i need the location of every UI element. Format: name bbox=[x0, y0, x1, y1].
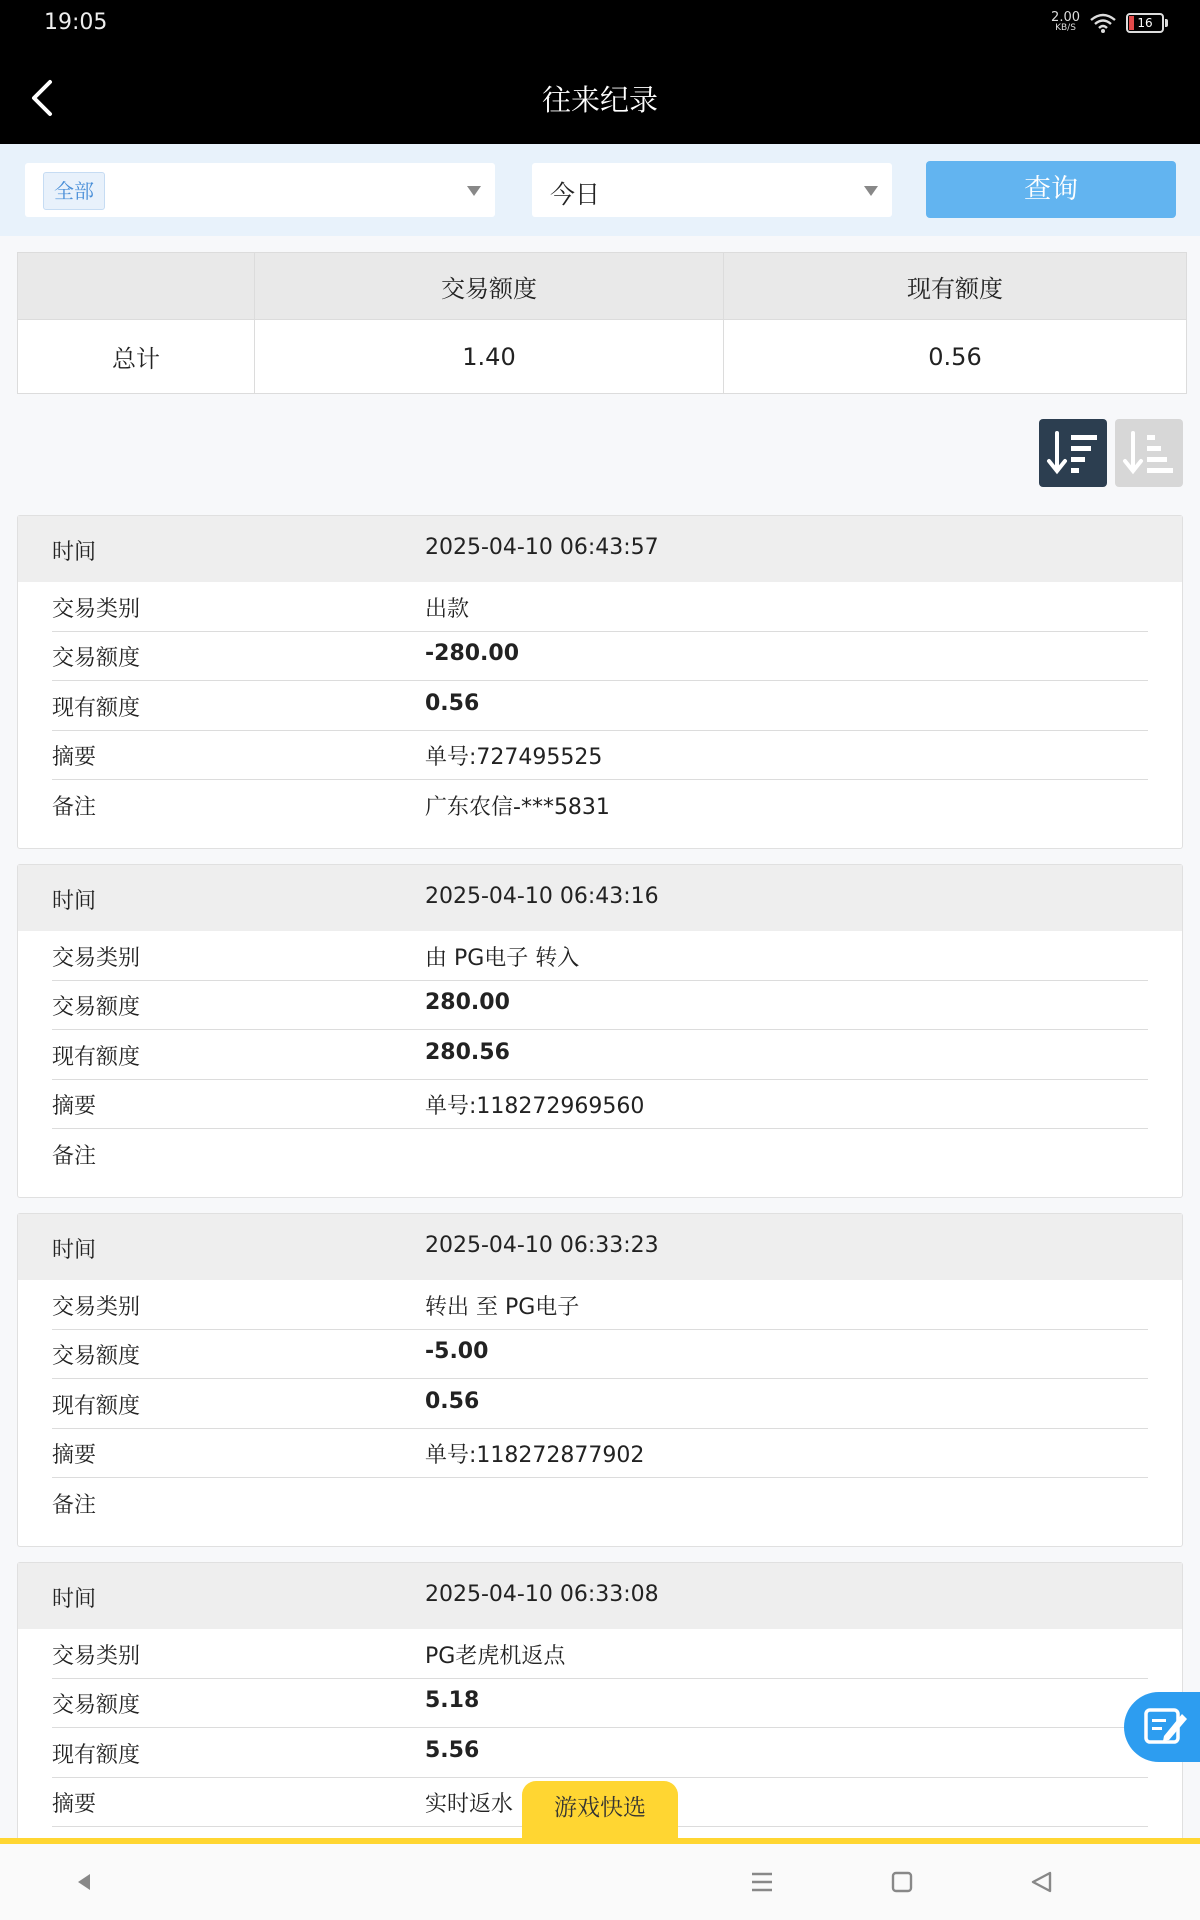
divider bbox=[254, 253, 255, 393]
triangle-outline-left-icon bbox=[1022, 1862, 1062, 1902]
summary-trade-total: 1.40 bbox=[462, 342, 516, 371]
divider bbox=[52, 779, 1148, 780]
record-type-label: 交易类别 bbox=[52, 1644, 141, 1669]
record-time-value: 2025-04-10 06:43:57 bbox=[425, 535, 659, 560]
wifi-icon bbox=[1090, 13, 1116, 33]
query-button[interactable]: 查询 bbox=[926, 161, 1176, 218]
record-type-label: 交易类别 bbox=[52, 946, 141, 971]
page-title: 往来纪录 bbox=[541, 83, 658, 117]
record-summary-value: 单号:118272877902 bbox=[425, 1443, 645, 1468]
divider bbox=[52, 1378, 1148, 1379]
record-card bbox=[17, 864, 1183, 1198]
net-speed: 2.00 KB/S bbox=[1051, 10, 1080, 33]
record-type-value: 由 PG电子 转入 bbox=[425, 946, 580, 971]
square-icon bbox=[882, 1862, 922, 1902]
record-type-value: 转出 至 PG电子 bbox=[425, 1295, 580, 1320]
divider bbox=[52, 1727, 1148, 1728]
divider bbox=[52, 1477, 1148, 1478]
record-amount-value: 5.18 bbox=[425, 1688, 480, 1713]
summary-col-trade: 交易额度 bbox=[441, 274, 537, 303]
record-amount-value: -280.00 bbox=[425, 641, 520, 666]
divider bbox=[52, 1128, 1148, 1129]
record-amount-value: -5.00 bbox=[425, 1339, 489, 1364]
record-type-value: 出款 bbox=[425, 597, 470, 622]
record-type-label: 交易类别 bbox=[52, 597, 141, 622]
category-select[interactable] bbox=[25, 163, 495, 217]
summary-balance-total: 0.56 bbox=[928, 342, 982, 371]
record-summary-label: 摘要 bbox=[52, 745, 97, 770]
record-note-value: 广东农信-***5831 bbox=[425, 795, 610, 820]
sort-asc-button[interactable] bbox=[1115, 419, 1183, 487]
record-balance-label: 现有额度 bbox=[52, 1743, 141, 1768]
record-amount-label: 交易额度 bbox=[52, 1344, 141, 1369]
nav-home-button[interactable] bbox=[882, 1862, 922, 1902]
divider bbox=[723, 253, 724, 393]
record-amount-label: 交易额度 bbox=[52, 1693, 141, 1718]
record-time-value: 2025-04-10 06:43:16 bbox=[425, 884, 659, 909]
system-nav-bar bbox=[0, 1844, 1200, 1920]
caret-down-icon bbox=[467, 186, 481, 196]
status-time: 19:05 bbox=[44, 10, 108, 35]
divider bbox=[52, 1777, 1148, 1778]
record-card bbox=[17, 515, 1183, 849]
menu-icon bbox=[742, 1862, 782, 1902]
divider bbox=[52, 1428, 1148, 1429]
record-card bbox=[17, 1213, 1183, 1547]
divider bbox=[52, 730, 1148, 731]
record-note-label: 备注 bbox=[52, 1493, 97, 1518]
record-time-label: 时间 bbox=[52, 889, 97, 914]
record-summary-label: 摘要 bbox=[52, 1443, 97, 1468]
record-note-label: 备注 bbox=[52, 1144, 97, 1169]
record-type-label: 交易类别 bbox=[52, 1295, 141, 1320]
category-tag[interactable]: 全部 bbox=[43, 172, 105, 210]
divider bbox=[52, 1029, 1148, 1030]
record-summary-value: 实时返水 bbox=[425, 1792, 514, 1817]
nav-recent-button[interactable] bbox=[1022, 1862, 1062, 1902]
edit-icon bbox=[1124, 1692, 1200, 1762]
divider bbox=[52, 1678, 1148, 1679]
top-bar bbox=[0, 0, 1200, 144]
game-quick-select-button[interactable]: 游戏快选 bbox=[522, 1781, 678, 1841]
summary-row-label: 总计 bbox=[112, 345, 160, 373]
record-time-value: 2025-04-10 06:33:08 bbox=[425, 1582, 659, 1607]
record-summary-value: 单号:118272969560 bbox=[425, 1094, 645, 1119]
sort-desc-icon bbox=[1039, 419, 1107, 487]
record-type-value: PG老虎机返点 bbox=[425, 1644, 566, 1669]
period-value: 今日 bbox=[550, 180, 601, 209]
edit-fab-button[interactable] bbox=[1124, 1692, 1200, 1762]
record-summary-value: 单号:727495525 bbox=[425, 745, 603, 770]
nav-back-button[interactable] bbox=[64, 1862, 104, 1902]
record-amount-label: 交易额度 bbox=[52, 995, 141, 1020]
record-balance-value: 280.56 bbox=[425, 1040, 510, 1065]
record-balance-value: 0.56 bbox=[425, 1389, 480, 1414]
record-balance-label: 现有额度 bbox=[52, 696, 141, 721]
divider bbox=[52, 680, 1148, 681]
caret-down-icon bbox=[864, 186, 878, 196]
sort-desc-button[interactable] bbox=[1039, 419, 1107, 487]
battery-icon: 16 bbox=[1126, 13, 1164, 33]
record-note-label: 备注 bbox=[52, 795, 97, 820]
divider bbox=[52, 631, 1148, 632]
divider bbox=[52, 1079, 1148, 1080]
period-select[interactable] bbox=[532, 163, 892, 217]
nav-menu-button[interactable] bbox=[742, 1862, 782, 1902]
record-balance-value: 0.56 bbox=[425, 691, 480, 716]
record-balance-label: 现有额度 bbox=[52, 1045, 141, 1070]
record-amount-label: 交易额度 bbox=[52, 646, 141, 671]
record-time-label: 时间 bbox=[52, 1238, 97, 1263]
triangle-left-icon bbox=[64, 1862, 104, 1902]
status-icons bbox=[1051, 12, 1164, 34]
divider bbox=[52, 980, 1148, 981]
divider bbox=[52, 1329, 1148, 1330]
record-amount-value: 280.00 bbox=[425, 990, 510, 1015]
record-summary-label: 摘要 bbox=[52, 1094, 97, 1119]
summary-col-balance: 现有额度 bbox=[907, 274, 1003, 303]
summary-table bbox=[17, 252, 1187, 394]
record-time-value: 2025-04-10 06:33:23 bbox=[425, 1233, 659, 1258]
record-balance-value: 5.56 bbox=[425, 1738, 480, 1763]
record-balance-label: 现有额度 bbox=[52, 1394, 141, 1419]
record-summary-label: 摘要 bbox=[52, 1792, 97, 1817]
record-time-label: 时间 bbox=[52, 540, 97, 565]
record-time-label: 时间 bbox=[52, 1587, 97, 1612]
sort-asc-icon bbox=[1115, 419, 1183, 487]
